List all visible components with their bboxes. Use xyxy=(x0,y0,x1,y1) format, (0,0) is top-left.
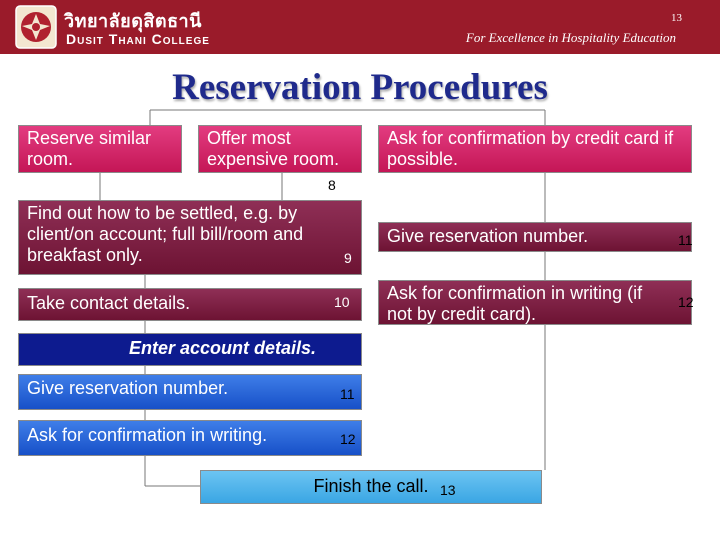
box-ask-confirmation-writing-right: Ask for confirmation in writing (if not by credit card). xyxy=(378,280,692,325)
step-number-9: 9 xyxy=(344,250,352,266)
box-take-contact-details: Take contact details. xyxy=(18,288,362,321)
college-name-thai: วิทยาลัยดุสิตธานี xyxy=(64,11,202,31)
box-ask-confirmation-credit-card: Ask for confirmation by credit card if possible. xyxy=(378,125,692,173)
step-number-11-left: 11 xyxy=(340,386,355,402)
slide-number: 13 xyxy=(671,12,682,24)
box-finish-the-call: Finish the call. xyxy=(200,470,542,504)
step-number-11-right: 11 xyxy=(678,232,693,248)
box-give-reservation-number-right: Give reservation number. xyxy=(378,222,692,252)
step-number-12-left: 12 xyxy=(340,431,356,447)
box-reserve-similar-room: Reserve similar room. xyxy=(18,125,182,173)
step-number-10: 10 xyxy=(334,294,350,310)
box-ask-confirmation-writing-left: Ask for confirmation in writing. xyxy=(18,420,362,456)
box-offer-most-expensive-room: Offer most expensive room. xyxy=(198,125,362,173)
step-number-13: 13 xyxy=(440,482,456,498)
step-number-12-right: 12 xyxy=(678,294,694,310)
step-number-8: 8 xyxy=(328,177,336,193)
college-name-english: Dusit Thani College xyxy=(66,31,210,47)
box-enter-account-details: Enter account details. xyxy=(18,333,362,366)
page-title: Reservation Procedures xyxy=(172,67,548,108)
box-give-reservation-number-left: Give reservation number. xyxy=(18,374,362,410)
tagline: For Excellence in Hospitality Education xyxy=(465,30,676,45)
box-find-out-how-settled: Find out how to be settled, e.g. by client/on account; full bill/room and breakfast only. xyxy=(18,200,362,275)
